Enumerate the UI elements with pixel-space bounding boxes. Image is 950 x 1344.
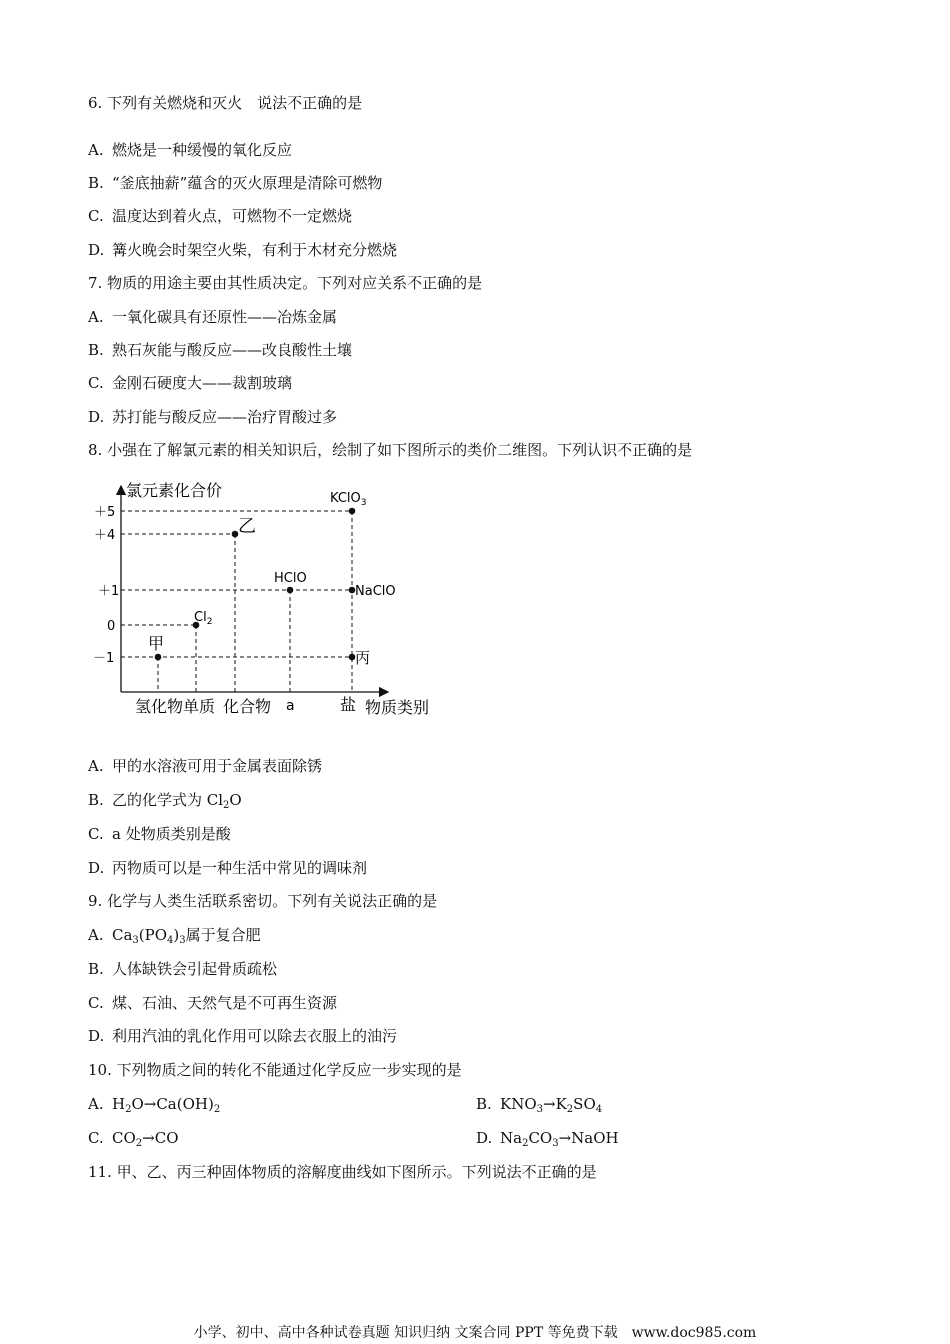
q7-stem: 7. 物质的用途主要由其性质决定。下列对应关系不正确的是 [88,274,483,292]
q7-option-d: D. 苏打能与酸反应——治疗胃酸过多 [88,408,338,426]
label-kclo3: KClO$_3$ [330,491,367,508]
q7-option-b: B. 熟石灰能与酸反应——改良酸性土壤 [88,341,353,359]
q8-option-c: C. a 处物质类别是酸 [88,825,231,843]
q7-option-c: C. 金刚石硬度大——裁割玻璃 [88,374,293,392]
point-jia [155,654,162,661]
y-tick: 0 [107,619,116,634]
guide-lines [121,511,352,692]
q8-option-b: B. 乙的化学式为 $Cl_2O$ [88,791,242,811]
q10-option-a: A. $H_2O\to Ca(OH)_2$ [88,1095,221,1115]
label-jia: 甲 [148,634,165,653]
q9-option-a: A. $Ca_3(PO_4)_3$属于复合肥 [88,926,261,946]
q8-option-a: A. 甲的水溶液可用于金属表面除锈 [88,757,323,775]
label-cl2: $Cl_2$ [194,610,213,627]
q8-option-d: D. 丙物质可以是一种生活中常见的调味剂 [88,859,368,877]
y-tick: ＋1 [98,584,120,599]
q6-stem: 6. 下列有关燃烧和灭火 说法不正确的是 [88,94,363,112]
q10-stem: 10. 下列物质之间的转化不能通过化学反应一步实现的是 [88,1061,462,1079]
y-tick: －1 [93,651,115,666]
x-category-a: a [286,698,295,714]
q9-option-c: C. 煤、石油、天然气是不可再生资源 [88,994,338,1012]
x-category: 氢化物 [135,697,184,716]
q6-option-a: A. 燃烧是一种缓慢的氧化反应 [88,141,293,159]
y-axis-label: 氯元素化合价 [126,481,223,500]
label-bing: 丙 [355,649,371,667]
y-tick: ＋5 [94,505,116,520]
q9-stem: 9. 化学与人类生活联系密切。下列有关说法正确的是 [88,892,438,910]
q6-option-d: D. 篝火晚会时架空火柴，有利于木材充分燃烧 [88,241,398,259]
point-kclo3 [349,508,356,515]
q10-option-d: D. $Na_2CO_3\to NaOH$ [476,1129,619,1149]
q6-option-c: C. 温度达到着火点，可燃物不一定燃烧 [88,207,353,225]
y-tick: ＋4 [94,528,116,543]
q10-option-b: B. $KNO_3\to K_2SO_4$ [476,1095,603,1115]
label-naclo: NaClO [355,584,396,599]
x-axis-label: 物质类别 [365,698,430,717]
q7-option-a: A. 一氧化碳具有还原性——冶炼金属 [88,308,338,326]
q6-option-b: B. “釜底抽薪”蕴含的灭火原理是清除可燃物 [88,174,383,192]
q10-option-c: C. $CO_2\to CO$ [88,1129,179,1149]
point-hclo [287,587,294,594]
chlorine-valence-diagram [90,478,450,724]
x-category: 单质 [183,697,216,716]
q8-stem: 8. 小强在了解氯元素的相关知识后，绘制了如下图所示的类价二维图。下列认识不正确的是 [88,441,693,459]
x-category: 化合物 [223,697,272,716]
q9-option-b: B. 人体缺铁会引起骨质疏松 [88,960,278,978]
q11-stem: 11. 甲、乙、丙三种固体物质的溶解度曲线如下图所示。下列说法不正确的是 [88,1163,597,1181]
q9-option-d: D. 利用汽油的乳化作用可以除去衣服上的油污 [88,1027,398,1045]
label-yi: 乙 [238,516,256,537]
x-category: 盐 [340,695,357,714]
label-hclo: HClO [274,571,307,586]
page-footer: 小学、初中、高中各种试卷真题 知识归纳 文案合同 PPT 等免费下载 www.doc985.com [193,1325,757,1341]
